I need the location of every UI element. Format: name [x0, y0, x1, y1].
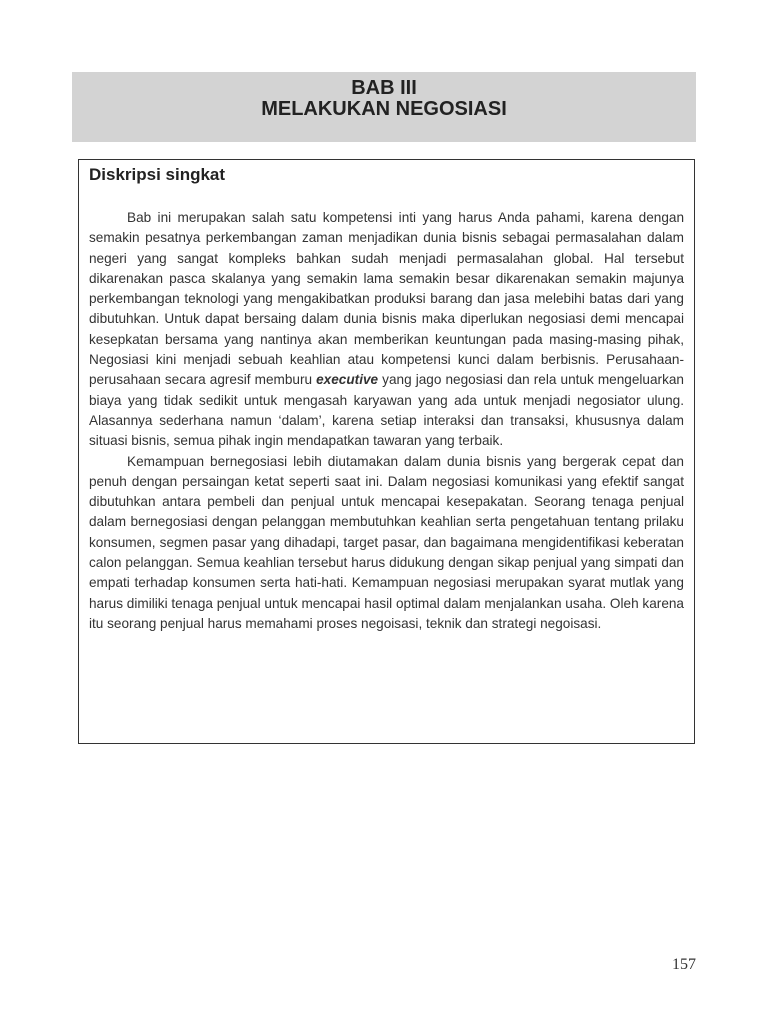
chapter-header: [72, 72, 696, 142]
emphasis-executive: executive: [316, 372, 379, 388]
summary-paragraph-1: [89, 208, 684, 452]
chapter-number: BAB III: [351, 77, 417, 99]
summary-title: Diskripsi singkat: [89, 165, 226, 184]
page-number: 157: [672, 956, 696, 973]
summary-paragraph-2: Kemampuan bernegosiasi lebih diutamakan dalam dunia bisnis yang bergerak cepat dan penuh dengan persaingan ketat seperti saat ini. Dalam negosiasi komunikasi yang efektif sangat dibutuhkan antara pembeli dan penjual untuk mencapai kesepakatan. Seorang tenaga penjual dalam bernegosiasi dengan pelanggan membutuhkan keahlian serta pengetahuan tentang prilaku konsumen, segmen pasar yang dihadapi, target pasar, dan bagaimana mengidentifikasi keberatan calon pelanggan. Semua keahlian tersebut harus didukung dengan sikap penjual yang simpati dan empati terhadap konsumen serta hati-hati. Kemampuan negosiasi merupakan syarat mutlak yang harus dimiliki tenaga penjual untuk mencapai hasil optimal dalam menjalankan usaha. Oleh karena itu seorang penjual harus memahami proses negoisasi, teknik dan strategi negoisasi.: [89, 453, 684, 631]
paragraph-1-text-start: Bab ini merupakan salah satu kompetensi inti yang harus Anda pahami, karena dengan semakin pesatnya perkembangan zaman menjadikan dunia bisnis sebagai permasalahan dalam negeri yang sangat kompleks bahkan sudah menjadi permasalahan global. Hal tersebut dikarenakan pasca skalanya yang semakin lama semakin besar dikarenakan semakin majunya perkembangan teknologi yang mengakibatkan produksi barang dan jasa melebihi batas dari yang dibutuhkan. Untuk dapat bersaing dalam dunia bisnis maka diperlukan negosiasi demi mencapai kesepkatan bersama yang nantinya akan memberikan keuntungan pada masing-masing pihak, Negosiasi kini menjadi sebuah keahlian atau kompetensi kunci dalam berbisnis. Perusahaan-perusahaan secara agresif memburu: [89, 210, 684, 388]
chapter-title: MELAKUKAN NEGOSIASI: [261, 98, 507, 120]
summary-box: [78, 159, 695, 744]
paragraph-1-text-end: yang jago negosiasi dan rela untuk mengeluarkan biaya yang tidak sedikit untuk mengasah karyawan yang ada untuk menjadi negosiator ulung. Alasannya sederhana namun ‘dalam’, karena setiap interaksi dan transaksi, khususnya dalam situasi bisnis, semua pihak ingin mendapatkan tawaran yang terbaik.: [89, 372, 684, 449]
